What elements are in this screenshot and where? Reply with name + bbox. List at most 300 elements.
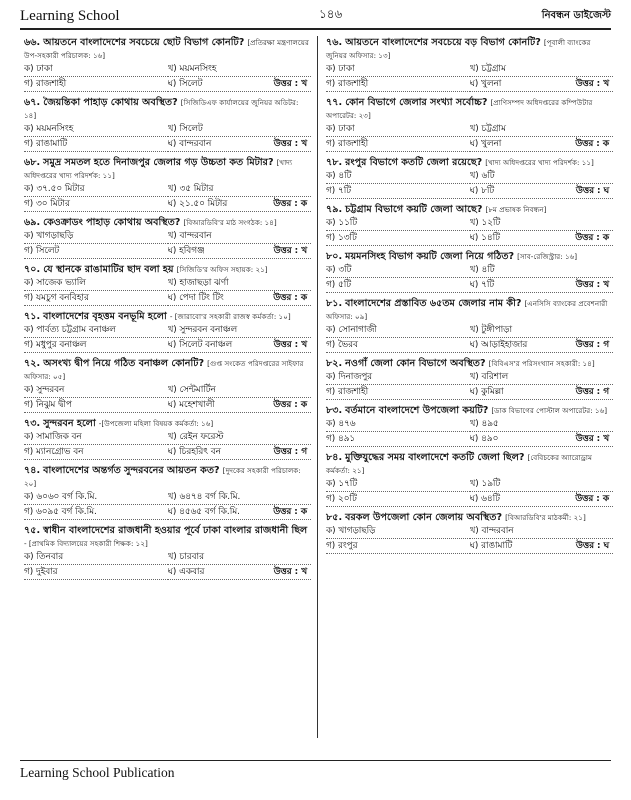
question-item [326,297,613,353]
options-grid [326,216,613,246]
page-number: ১৪৬ [318,7,343,21]
question-number: ৭৯. [326,204,343,215]
option-text: গ) যমচুগ বনবিহার [24,293,89,303]
option-text: গ) ৪৯১ [326,434,356,444]
answer-label: উত্তর [273,79,292,89]
question-text: কেওক্রাডং পাহাড় কোথায় অবস্থিত? [43,217,181,228]
question-source: [সিজিডিএফ কার্যালয়ের জুনিয়র অডিটর: ১৪] [24,98,299,120]
option-text: ঘ) সিলেট [167,79,203,89]
option-text: ঘ) ২১.৫০ মিটার [167,199,228,209]
question-item [326,250,613,293]
options-grid [24,323,311,353]
option-text: খ) ৪টি [469,265,495,275]
answer-option [24,62,168,77]
answer-key: উত্তর : ঘ [575,186,609,196]
answer-option [326,323,470,338]
question-text: আয়তনে বাংলাদেশের সবচেয়ে বড় বিভাগ কোনটি? [345,37,541,48]
option-text: ঘ) রাঙামাটি [469,541,513,551]
question-heading [326,357,613,370]
option-text: গ) রাজশাহী [326,387,369,397]
options-grid [326,62,613,92]
answer-option [24,244,168,259]
answer-option [326,370,470,385]
answer-label: উত্তর [575,494,594,504]
answer-label: উত্তর [575,541,594,551]
question-heading [24,96,311,122]
options-grid [24,383,311,413]
option-text: গ) ৬০৯৫ বর্গ কি.মি. [24,507,97,517]
option-text: খ) বান্দরবান [469,526,514,536]
option-text: ঘ) ৮টি [469,186,495,196]
answer-label: উত্তর [273,246,292,256]
answer-key: উত্তর : খ [273,246,307,256]
question-heading [326,156,613,169]
answer-value: ক [300,507,307,517]
options-grid [326,323,613,353]
answer-value: গ [603,340,609,350]
answer-option [470,169,614,184]
answer-option [24,137,168,152]
option-text: ক) ঢাকা [24,64,53,74]
question-text: বরকল উপজেলা কোন জেলায় অবস্থিত? [345,512,503,523]
question-source: [বিবিএস'র পরিসংখ্যান সহকারী: ১৪] [488,359,595,368]
answer-value: গ [301,447,307,457]
question-source: [দুদকের সহকারী পরিচালক: ২০] [24,466,301,488]
option-text: ঘ) ৭টি [469,280,495,290]
question-columns [20,36,617,738]
question-number: ৬৬. [24,37,41,48]
question-item [326,203,613,246]
question-number: ৭২. [24,358,41,369]
question-source: [ডাক বিভাগের পোস্টাল অপারেটর: ১৬] [491,406,608,415]
answer-option [326,477,470,492]
answer-option [168,338,312,353]
question-source: [সাব-রেজিস্ট্রার: ১৬] [517,252,578,261]
answer-label: উত্তর [273,567,292,577]
question-source: [প্রতিরক্ষা মন্ত্রণালয়ের উপ-সহকারী পরিচালক: ১৬] [24,38,309,60]
question-text: মুক্তিযুদ্ধের সময় বাংলাদেশে কতটি জেলা ছিল? [345,452,525,463]
answer-key: উত্তর : ক [575,233,609,243]
right-column [318,36,617,738]
answer-label: উত্তর [273,447,292,457]
option-text: গ) রাজশাহী [326,139,369,149]
answer-option [24,490,168,505]
option-text: ঘ) চিরহরিৎ বন [167,447,221,457]
answer-option [326,62,470,77]
left-column [20,36,318,738]
question-item [326,451,613,507]
option-text: খ) বান্দরবান [167,231,212,241]
question-text: নওগাঁ জেলা কোন বিভাগে অবস্থিত? [345,358,486,369]
option-text: ঘ) ৪৫৬৫ বর্গ কি.মি. [167,507,240,517]
option-text: ঘ) হবিগঞ্জ [167,246,205,256]
option-text: খ) ১২টি [469,218,501,228]
option-text: ক) ৬০৬০ বর্গ কি.মি. [24,492,98,502]
answer-option [168,137,312,152]
option-text: ঘ) একবার [167,567,205,577]
answer-option [326,338,470,353]
answer-value: ক [300,293,307,303]
question-text: বাংলাদেশের বৃহত্তম বনভূমি হলো [43,311,167,322]
answer-option [168,291,312,306]
answer-option [168,490,312,505]
answer-value: ঘ [603,186,609,196]
question-heading [326,451,613,477]
page-footer [20,760,611,781]
options-grid [326,524,613,554]
options-grid [24,122,311,152]
question-item [326,96,613,152]
answer-option [326,263,470,278]
question-item [24,263,311,306]
question-number: ৮৩. [326,405,343,416]
answer-option [470,524,614,539]
answer-option [326,278,470,293]
answer-label: উত্তর [273,340,292,350]
answer-option [168,383,312,398]
option-text: ঘ) মহেশখালী [167,400,215,410]
option-text: খ) টুঙ্গীপাড়া [469,325,513,335]
answer-option [24,323,168,338]
answer-key: উত্তর : গ [575,387,609,397]
answer-option [326,137,470,152]
option-text: খ) সিলেট [167,124,203,134]
answer-option [470,539,614,554]
question-number: ৭১. [24,311,41,322]
answer-option [326,539,470,554]
question-text: যে স্থানকে রাঙামাটির ছাদ বলা হয় [43,264,174,275]
options-grid [326,417,613,447]
question-heading [24,156,311,182]
answer-option [470,492,614,507]
answer-label: উত্তর [273,400,292,410]
answer-option [470,370,614,385]
answer-label: উত্তর [273,507,292,517]
question-heading [326,203,613,216]
answer-key: উত্তর : খ [273,340,307,350]
option-text: গ) ৩০ মিটার [24,199,70,209]
question-item [326,156,613,199]
option-text: খ) ৬৪৭৪ বর্গ কি.মি. [167,492,241,502]
answer-option [168,505,312,520]
question-number: ৬৭. [24,97,41,108]
question-source: [বিআরডিবি'র মাঠকর্মী: ২১] [505,513,586,522]
answer-option [470,323,614,338]
answer-option [326,231,470,246]
answer-option [168,197,312,212]
question-item [24,524,311,580]
answer-value: খ [603,79,609,89]
question-heading [24,216,311,229]
answer-option [24,182,168,197]
answer-option [24,291,168,306]
answer-option [470,184,614,199]
option-text: ক) ৪টি [326,171,352,181]
question-item [326,404,613,447]
answer-option [168,62,312,77]
question-item [24,464,311,520]
answer-option [24,550,168,565]
answer-option [24,229,168,244]
option-text: ক) ১৭টি [326,479,358,489]
option-text: খ) চট্টগ্রাম [469,64,506,74]
answer-key: উত্তর : ঘ [575,541,609,551]
option-text: ক) ১১টি [326,218,358,228]
question-number: ৬৯. [24,217,41,228]
question-number: ৭০. [24,264,41,275]
option-text: ঘ) খুলনা [469,79,502,89]
option-text: গ) মধুপুর বনাঞ্চল [24,340,87,350]
question-heading [24,263,311,276]
question-text: বর্তমানে বাংলাদেশে উপজেলা কয়টি? [345,405,489,416]
question-heading [24,36,311,62]
question-number: ৭৫. [24,525,41,536]
answer-key: উত্তর : ক [273,400,307,410]
answer-option [24,430,168,445]
option-text: ঘ) ৪৯০ [469,434,499,444]
question-source: [সিজিডি'র অফিস সহায়ক: ২১] [176,265,268,274]
question-heading [24,464,311,490]
option-text: ক) সোনাগাজী [326,325,377,335]
answer-option [24,383,168,398]
answer-option [24,122,168,137]
question-source: [গুপ্ত সংকেত পরিদপ্তরের সাইফার অফিসার: ০৫] [24,359,304,381]
option-text: ক) ৪৭৬ [326,419,356,429]
question-text: চট্টগ্রাম বিভাগে কয়টি জেলা আছে? [345,204,483,215]
option-text: খ) ৪৯৫ [469,419,499,429]
question-text: রংপুর বিভাগে কতটি জেলা রয়েছে? [345,157,483,168]
question-text: বাংলাদেশের প্রস্তাবিত ৬৫তম জেলার নাম কী? [345,298,522,309]
question-text: আয়তনে বাংলাদেশের সবচেয়ে ছোট বিভাগ কোনটি? [43,37,245,48]
option-text: ঘ) আড়াইহাজার [469,340,528,350]
answer-option [470,417,614,432]
answer-option [168,445,312,460]
answer-key: উত্তর : গ [273,447,307,457]
answer-option [24,398,168,413]
answer-value: খ [301,79,307,89]
question-source: [প্রাণিসম্পদ অধিদপ্তরের কম্পিউটার অপারেটর: ২৩] [326,98,593,120]
option-text: খ) হাজাছড়া ঝর্ণা [167,278,229,288]
option-text: ক) ময়মনসিংহ [24,124,74,134]
options-grid [326,370,613,400]
option-text: খ) চট্টগ্রাম [469,124,506,134]
answer-value: খ [603,280,609,290]
answer-option [24,197,168,212]
question-number: ৭৩. [24,418,41,429]
answer-label: উত্তর [575,434,594,444]
question-number: ৭৭. [326,97,343,108]
answer-label: উত্তর [575,280,594,290]
answer-key: উত্তর : ক [575,494,609,504]
answer-option [326,77,470,92]
answer-label: উত্তর [575,186,594,196]
question-source: - [জারাবো'র সহকারী রাজস্ব কর্মকর্তা: ১০] [169,312,291,321]
answer-value: গ [603,387,609,397]
question-text: সমুদ্র সমতল হতে দিনাজপুর জেলার গড় উচ্চতা কত মিটার? [43,157,274,168]
answer-option [470,278,614,293]
options-grid [24,430,311,460]
option-text: গ) রাঙামাটি [24,139,68,149]
answer-value: ঘ [603,541,609,551]
answer-option [470,432,614,447]
option-text: খ) রেইন ফরেস্ট [167,432,224,442]
answer-value: ক [300,199,307,209]
answer-option [168,244,312,259]
question-item [326,36,613,92]
option-text: গ) ৭টি [326,186,352,196]
option-text: খ) ময়মনসিংহ [167,64,217,74]
question-number: ৮০. [326,251,343,262]
option-text: খ) চারবার [167,552,204,562]
question-heading [24,524,311,550]
answer-label: উত্তর [575,340,594,350]
answer-key: উত্তর : খ [575,280,609,290]
publisher-name: Learning School Publication [20,765,175,780]
answer-option [470,231,614,246]
answer-option [470,338,614,353]
option-text: খ) ১৯টি [469,479,501,489]
options-grid [24,62,311,92]
options-grid [326,169,613,199]
options-grid [326,263,613,293]
question-number: ৮১. [326,298,343,309]
answer-label: উত্তর [575,387,594,397]
option-text: খ) বরিশাল [469,372,509,382]
answer-value: ক [602,494,609,504]
option-text: ঘ) পেদা টিং টিং [167,293,224,303]
answer-value: ক [300,400,307,410]
question-source: -[উপজেলা মহিলা বিষয়ক কর্মকর্তা: ১৬] [98,419,214,428]
question-heading [24,310,311,323]
page-header [20,4,611,30]
question-source: [৮ম প্রভাষক নিবন্ধন] [485,205,547,214]
answer-option [326,432,470,447]
answer-value: খ [301,139,307,149]
question-text: কোন বিভাগে জেলার সংখ্যা সর্বোচ্চ? [345,97,488,108]
answer-option [326,184,470,199]
answer-option [470,62,614,77]
option-text: গ) রাজশাহী [326,79,369,89]
answer-option [326,417,470,432]
question-item [24,310,311,353]
answer-option [168,398,312,413]
question-source: [বেবিচকের অ্যারোড্রাম কর্মকর্তা: ২১] [326,453,592,475]
question-heading [326,250,613,263]
options-grid [24,182,311,212]
answer-option [470,137,614,152]
brand-name: Learning School [20,7,120,24]
option-text: গ) ২০টি [326,494,357,504]
option-text: ক) সামাজিক বন [24,432,82,442]
question-item [24,156,311,212]
answer-option [168,430,312,445]
answer-key: উত্তর : খ [273,567,307,577]
book-title: নিবন্ধন ডাইজেস্ট [541,9,611,21]
answer-key: উত্তর : ক [273,507,307,517]
option-text: খ) ৩৫ মিটার [167,184,214,194]
question-number: ৮২. [326,358,343,369]
answer-key: উত্তর : খ [575,79,609,89]
answer-option [24,276,168,291]
answer-key: উত্তর : ক [273,199,307,209]
options-grid [24,490,311,520]
option-text: গ) সিলেট [24,246,60,256]
question-item [24,96,311,152]
option-text: ক) ৩৭.৫০ মিটার [24,184,85,194]
question-heading [326,404,613,417]
option-text: গ) রংপুর [326,541,358,551]
option-text: গ) ম্যানগ্রোভ বন [24,447,84,457]
answer-option [470,216,614,231]
question-source: [খাদ্য অধিদপ্তরের খাদ্য পরিদর্শক: ১১] [24,158,293,180]
option-text: গ) ১৩টি [326,233,357,243]
question-source: [এনসিসি ব্যাংকের প্রবেশনারী অফিসার: ০৯] [326,299,608,321]
answer-option [470,263,614,278]
question-source: [খাদ্য অধিদপ্তরের খাদ্য পরিদর্শক: ১১] [485,158,594,167]
options-grid [24,229,311,259]
answer-option [24,565,168,580]
options-grid [326,477,613,507]
answer-option [168,323,312,338]
option-text: খ) ৬টি [469,171,495,181]
question-item [24,36,311,92]
answer-value: ক [602,233,609,243]
question-number: ৬৮. [24,157,41,168]
answer-label: উত্তর [575,79,594,89]
question-number: ৭৬. [326,37,343,48]
question-source: [পূবালী ব্যাংকের জুনিয়র অফিসার: ১৩] [326,38,591,60]
question-number: ৭৮. [326,157,343,168]
question-text: অসংখ্য দ্বীপ নিয়ে গঠিত বনাঞ্চল কোনটি? [43,358,205,369]
answer-option [326,169,470,184]
option-text: ক) সুন্দরবন [24,385,65,395]
question-number: ৭৪. [24,465,41,476]
option-text: ক) দিনাজপুর [326,372,373,382]
answer-option [470,122,614,137]
answer-label: উত্তর [273,199,292,209]
answer-option [168,182,312,197]
question-item [24,417,311,460]
option-text: ক) পার্বত্য চট্টগ্রাম বনাঞ্চল [24,325,116,335]
answer-option [326,492,470,507]
option-text: গ) রাজশাহী [24,79,67,89]
question-text: স্বাধীন বাংলাদেশের রাজধানী হওয়ার পূর্বে ঢাকা বাংলার রাজধানী ছিল [43,525,308,536]
option-text: ঘ) ৬৪টি [469,494,500,504]
option-text: ক) তিনবার [24,552,64,562]
answer-option [326,385,470,400]
question-item [326,511,613,554]
answer-key: উত্তর : খ [575,434,609,444]
option-text: খ) সুন্দরবন বনাঞ্চল [167,325,238,335]
answer-value: খ [301,246,307,256]
options-grid [24,550,311,580]
option-text: ঘ) খুলনা [469,139,502,149]
option-text: খ) সেন্টমার্টিন [167,385,216,395]
answer-label: উত্তর [575,233,594,243]
question-text: বাংলাদেশের অন্তর্গত সুন্দরবনের আয়তন কত? [43,465,220,476]
option-text: ক) ঢাকা [326,124,355,134]
option-text: ক) খাগড়াছড়ি [326,526,376,536]
answer-option [24,505,168,520]
answer-option [168,550,312,565]
answer-value: খ [603,434,609,444]
question-item [24,216,311,259]
answer-option [24,445,168,460]
option-text: ঘ) ১৪টি [469,233,500,243]
question-text: সুন্দরবন হলো [43,418,96,429]
question-heading [326,297,613,323]
question-heading [326,36,613,62]
